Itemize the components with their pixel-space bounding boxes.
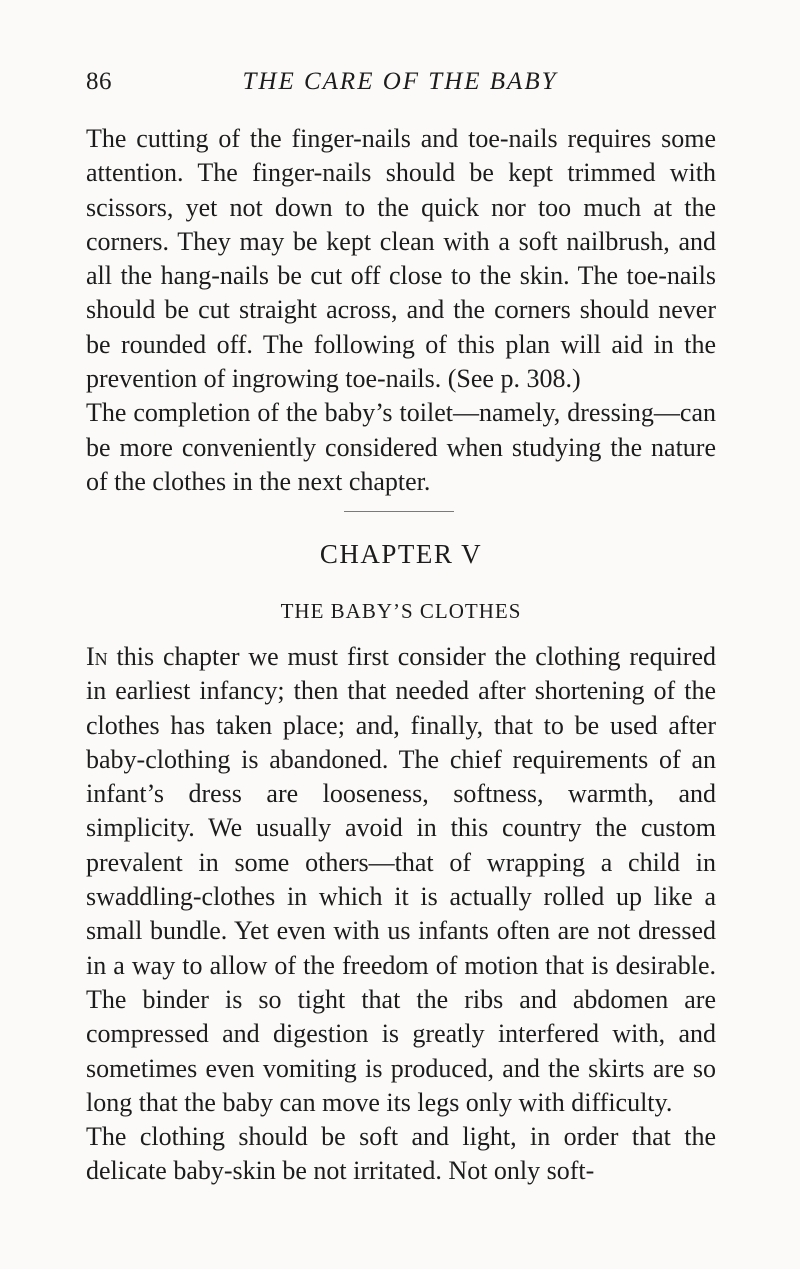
paragraph-toilet-completion: The completion of the baby’s toilet—namely, dressing—can be more conveniently considered when studying the nature of the clothes in the next chapter. bbox=[86, 398, 716, 496]
chapter-number: CHAPTER V bbox=[319, 539, 483, 569]
running-head bbox=[86, 64, 714, 100]
page-number: 86 bbox=[86, 68, 112, 95]
chapter-title: THE BABY’S CLOTHES bbox=[280, 599, 522, 623]
chapter-opening-word: In bbox=[86, 642, 108, 671]
paragraph-soft-clothing: The clothing should be soft and light, in order that the delicate baby-skin be not irritated. Not only soft- bbox=[86, 1122, 716, 1186]
paragraph-clothing-requirements bbox=[86, 640, 716, 1120]
section-baby-clothes bbox=[86, 640, 716, 1189]
section-nail-care bbox=[86, 122, 716, 499]
section-divider bbox=[344, 511, 454, 512]
running-title: THE CARE OF THE BABY bbox=[242, 68, 558, 95]
paragraph-nail-care: The cutting of the finger-nails and toe-nails requires some attention. The finger-nails should be kept trimmed with scissors, yet not down to the quick nor too much at the corners. They may be kept clean with a soft nailbrush, and all the hang-nails be cut off close to the skin. The toe-nails should be cut straight across, and the corners should never be rounded off. The following of this plan will aid in the prevention of ingrowing toe-nails. (See p. 308.) bbox=[86, 124, 716, 394]
paragraph-clothing-requirements-text: this chapter we must first consider the clothing required in earliest infancy; then that needed after shortening of the clothes has taken place; and, finally, that to be used after baby-clothing is abandoned. The chief requirements of an infant’s dress are looseness, softness, warmth, and simplicity. We usually avoid in this country the custom prevalent in some others—that of wrapping a child in swaddling-clothes in which it is actually rolled up like a small bundle. Yet even with us infants often are not dressed in a way to allow of the freedom of motion that is desirable. The binder is so tight that the ribs and abdomen are compressed and digestion is greatly interfered with, and sometimes even vomiting is produced, and the skirts are so long that the baby can move its legs only with difficulty. bbox=[86, 642, 716, 1117]
